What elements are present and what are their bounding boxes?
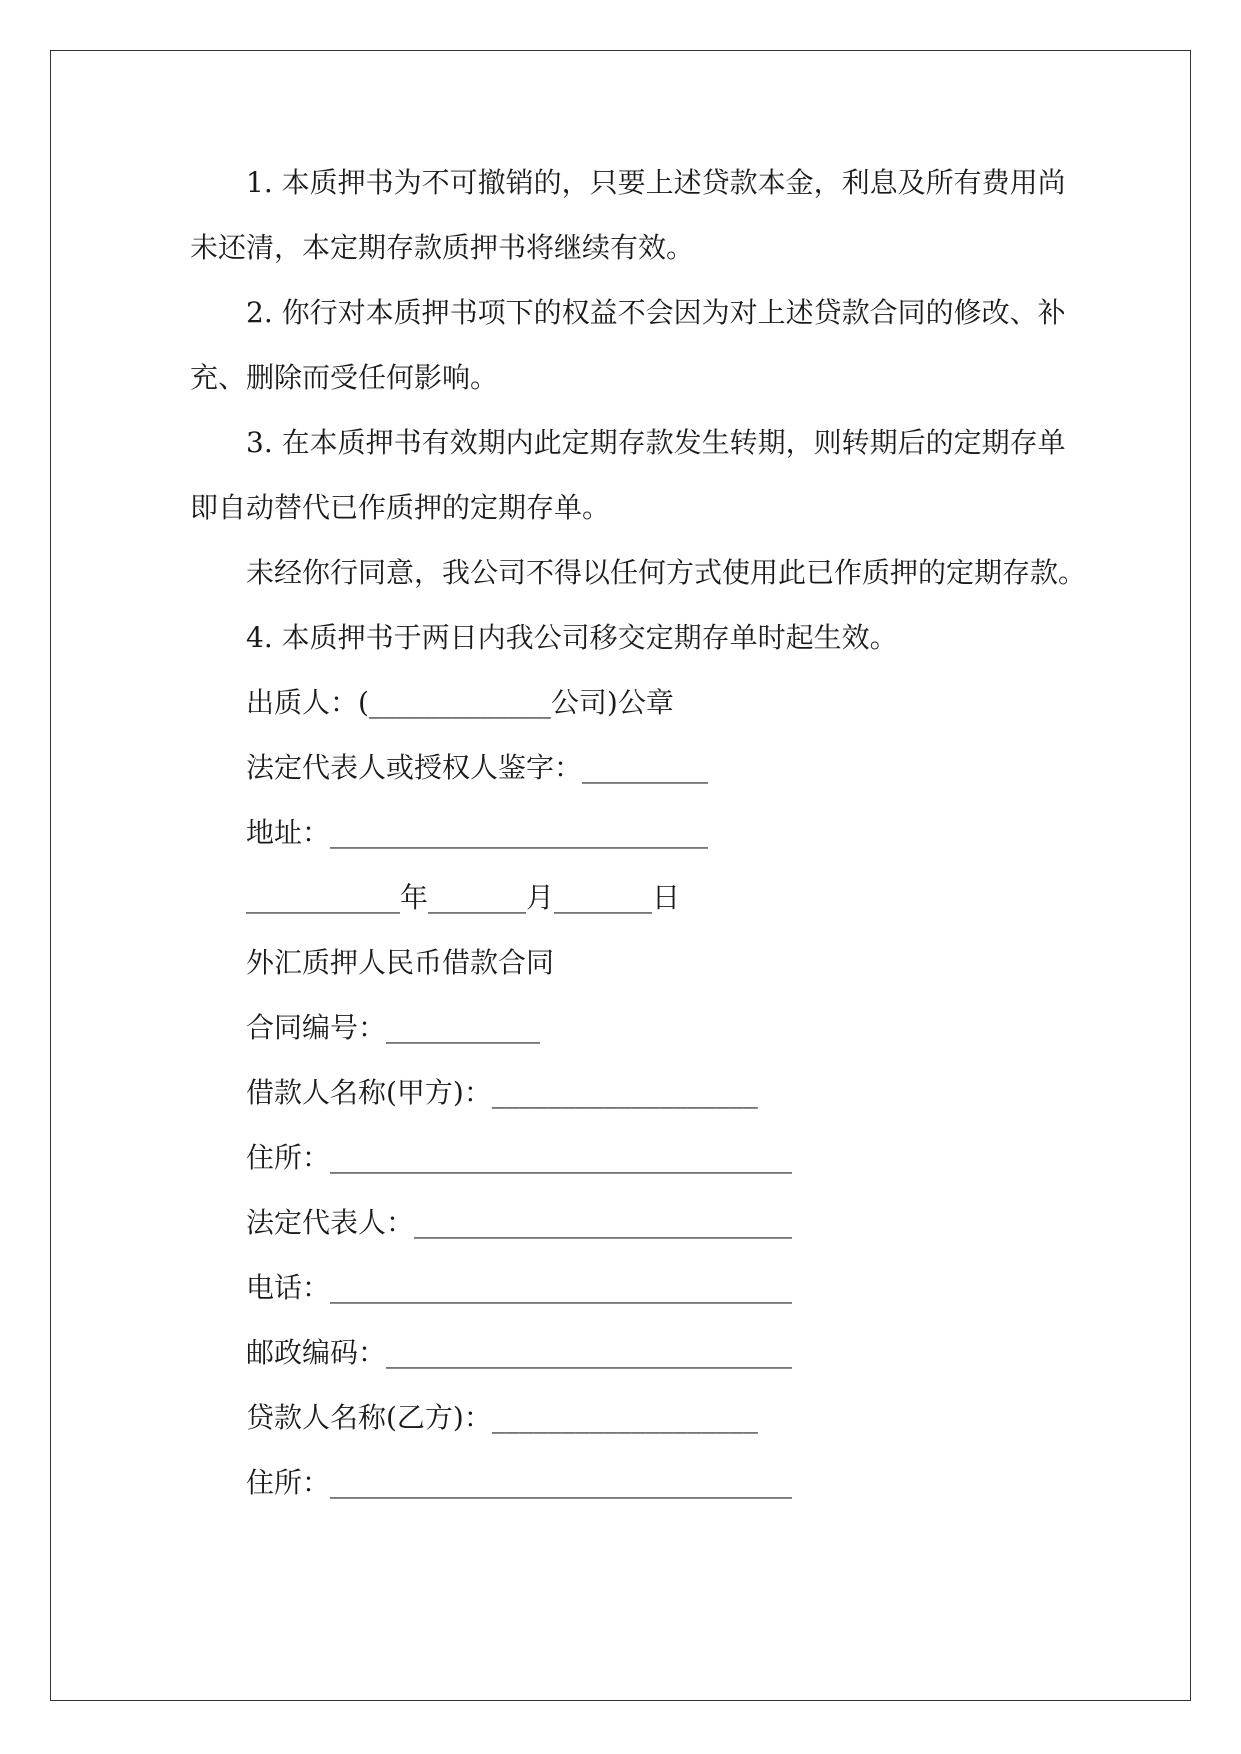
borrower-residence-field: 住所：_________________________________ [246, 1141, 793, 1174]
lender-name-field: 贷款人名称(乙方)：___________________ [246, 1401, 758, 1434]
borrower-phone-field: 电话：_________________________________ [246, 1271, 793, 1304]
address-field: 地址：___________________________ [246, 816, 709, 849]
clause-1: 1. 本质押书为不可撤销的，只要上述贷款本金，利息及所有费用尚未还清，本定期存款质押书将继续有效。 [190, 166, 1066, 264]
clause-3-note: 未经你行同意，我公司不得以任何方式使用此已作质押的定期存款。 [246, 556, 1087, 589]
clause-2: 2. 你行对本质押书项下的权益不会因为对上述贷款合同的修改、补充、删除而受任何影响。 [190, 296, 1066, 394]
legal-rep-sign-field: 法定代表人或授权人鉴字：_________ [246, 751, 709, 784]
borrower-legal-rep-field: 法定代表人：___________________________ [246, 1206, 793, 1239]
date-field: ___________年_______月_______日 [246, 881, 681, 914]
borrower-name-field: 借款人名称(甲方)：___________________ [246, 1076, 758, 1109]
borrower-postcode-field: 邮政编码：_____________________________ [246, 1336, 793, 1369]
clause-4: 4. 本质押书于两日内我公司移交定期存单时起生效。 [246, 621, 898, 654]
contract-number-field: 合同编号：___________ [246, 1011, 541, 1044]
pledgor-field: 出质人：(_____________公司)公章 [246, 686, 674, 719]
contract-title: 外汇质押人民币借款合同 [246, 946, 555, 979]
document-body [190, 150, 1090, 1515]
clause-3: 3. 在本质押书有效期内此定期存款发生转期，则转期后的定期存单即自动替代已作质押的定期存单。 [190, 426, 1066, 524]
lender-residence-field: 住所：_________________________________ [246, 1466, 793, 1499]
